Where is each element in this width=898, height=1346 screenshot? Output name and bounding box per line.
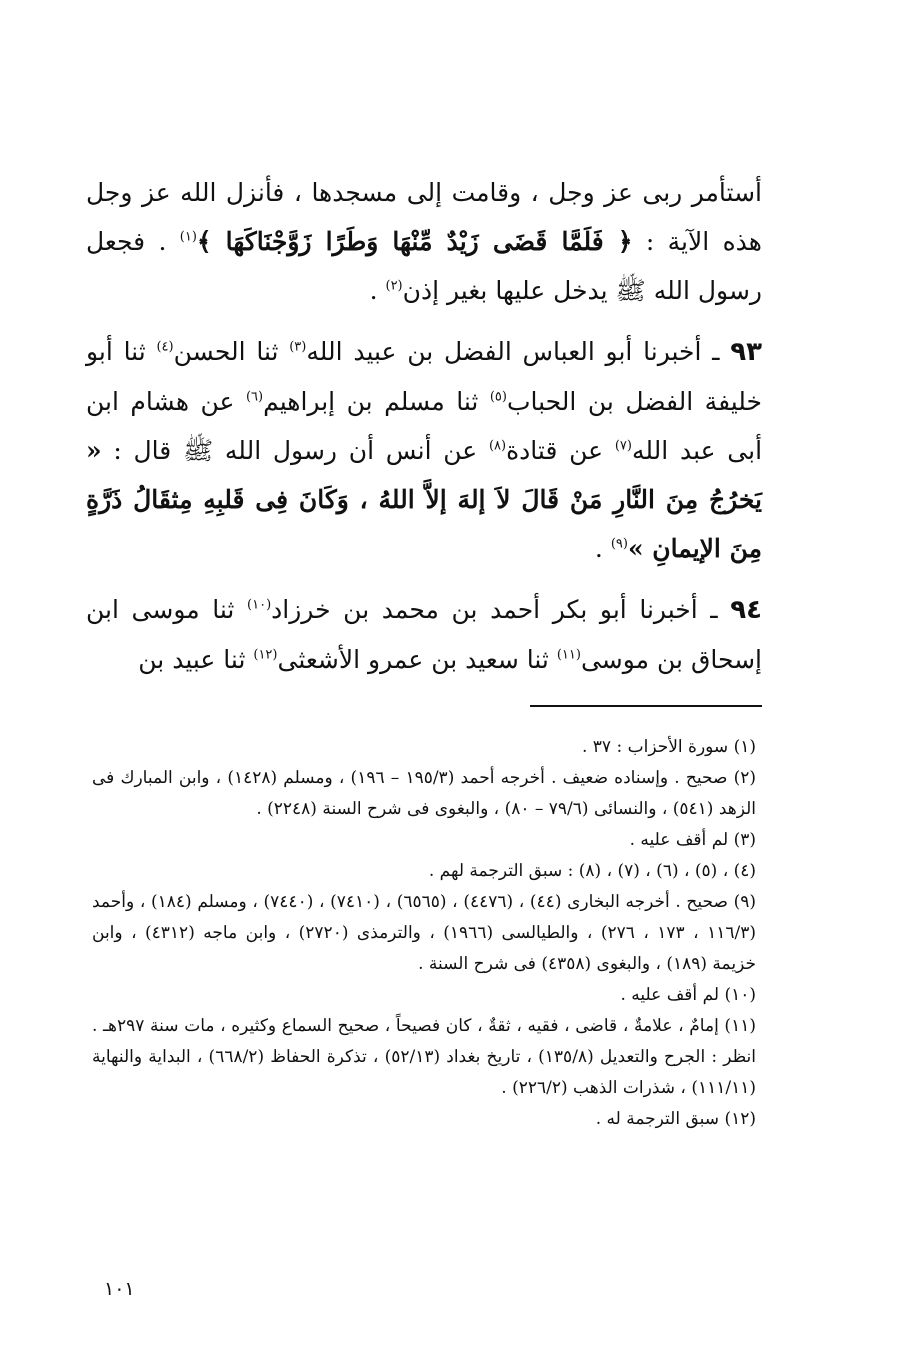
isnad-text: . — [594, 534, 611, 563]
narration-text: أستأمر ربى عز وجل ، وقامت إلى مسجدها ، فأنزل الله عز وجل هذه الآية : — [86, 178, 762, 256]
footnote-10: (١٠) لم أقف عليه . — [620, 985, 756, 1005]
isnad-text: ثنا عبيد بن — [138, 645, 254, 674]
dash: ـ — [701, 337, 731, 366]
narration-text: . فجعل رسول الله ﷺ يدخل عليها بغير إذن — [86, 227, 762, 305]
hadith-number: ٩٤ — [730, 595, 762, 625]
hadith-number: ٩٣ — [730, 337, 762, 367]
footnote-ref: (٦) — [245, 389, 264, 405]
footnote-ref: (٤) — [156, 339, 174, 355]
isnad-text: ثنا سعيد بن عمرو الأشعثى — [277, 645, 557, 674]
footnote-ref: (١٠) — [247, 597, 272, 613]
isnad-text: عن أنس أن رسول الله ﷺ قال : — [101, 436, 489, 465]
footnote-ref: (٨) — [488, 438, 507, 454]
footnote-ref: (١١) — [556, 647, 581, 663]
paragraph-narration — [86, 168, 762, 315]
footnote-2: (٢) صحيح . وإسناده ضعيف . أخرجه أحمد (١٩٥/٣ – ١٩٦) ، ومسلم (١٤٢٨) ، وابن المبارك فى الزهد (٥٤١) ، والنسائى (٧٩/٦ – ٨٠) ، والبغوى فى شرح السنة (٢٢٤٨) . — [92, 768, 756, 819]
footnote-9: (٩) صحيح . أخرجه البخارى (٤٤) ، (٤٤٧٦) ، (٦٥٦٥) ، (٧٤١٠) ، (٧٤٤٠) ، ومسلم (١٨٤) ، وأحمد (١١٦/٣ ، ١٧٣ ، ٢٧٦) ، والطيالسى (١٩٦٦) ، والترمذى (٢٧٢٠) ، وابن ماجه (٤٣١٢) ، وابن خزيمة (١٨٩) ، والبغوى (٤٣٥٨) فى شرح السنة . — [92, 892, 756, 974]
footnote-12: (١٢) سبق الترجمة له . — [595, 1109, 756, 1129]
isnad-text: أخبرنا أبو العباس الفضل بن عبيد الله — [306, 337, 702, 366]
dash: ـ — [697, 595, 731, 624]
isnad-text: أخبرنا أبو بكر أحمد بن محمد بن خرزاد — [271, 595, 698, 624]
footnote-11: (١١) إمامٌ ، علامةٌ ، قاضى ، فقيه ، ثقةٌ ، كان فصيحاً ، صحيح السماع وكثيره ، مات سنة ٢٩٧هـ . انظر : الجرح والتعديل (١٣٥/٨) ، تاريخ بغداد (٥٢/١٣) ، تذكرة الحفاظ (٦٦٨/٢) ، البداية والنهاية (١١١/١١) ، شذرات الذهب (٢٢٦/٢) . — [92, 1016, 756, 1098]
footnote-ref: (٥) — [489, 389, 507, 405]
footnote-divider — [530, 705, 762, 707]
isnad-text: ثنا مسلم بن إبراهيم — [263, 387, 490, 416]
footnote-ref: (٢) — [385, 278, 403, 294]
isnad-text: عن هشام ابن أبى عبد الله — [86, 387, 763, 465]
narration-text: . — [369, 276, 386, 305]
hadith-93 — [86, 327, 762, 573]
quran-verse: ﴿ فَلَمَّا قَضَى زَيْدٌ مِّنْهَا وَطَرًا زَوَّجْنَاكَهَا ﴾ — [196, 227, 633, 256]
isnad-text: ثنا أبو خليفة الفضل بن الحباب — [86, 337, 762, 416]
main-text — [86, 168, 762, 684]
footnote-1: (١) سورة الأحزاب : ٣٧ . — [581, 737, 756, 757]
footnote-ref: (١) — [179, 229, 197, 245]
footnote-ref: (٧) — [614, 438, 632, 454]
isnad-text: ثنا موسى ابن إسحاق بن موسى — [86, 595, 762, 674]
footnote-3: (٣) لم أقف عليه . — [629, 830, 756, 850]
footnote-ref: (٣) — [289, 339, 307, 355]
footnote-ref: (١٢) — [253, 647, 278, 663]
isnad-text: ثنا الحسن — [173, 337, 290, 366]
isnad-text: عن قتادة — [506, 436, 615, 465]
footnote-4-8: (٤) ، (٥) ، (٦) ، (٧) ، (٨) : سبق الترجمة لهم . — [428, 861, 756, 881]
page-number: ١٠١ — [104, 1278, 135, 1300]
hadith-94 — [86, 585, 762, 684]
footnotes — [92, 732, 756, 1135]
hadith-matn: « يَخرُجُ مِنَ النَّارِ مَنْ قَالَ لاَ إلهَ إلاَّ اللهُ ، وَكَانَ فِى قَلبِهِ مِثقَالُ ذَرَّةٍ مِنَ الإيمانِ » — [86, 436, 762, 563]
footnote-ref: (٩) — [610, 536, 628, 552]
